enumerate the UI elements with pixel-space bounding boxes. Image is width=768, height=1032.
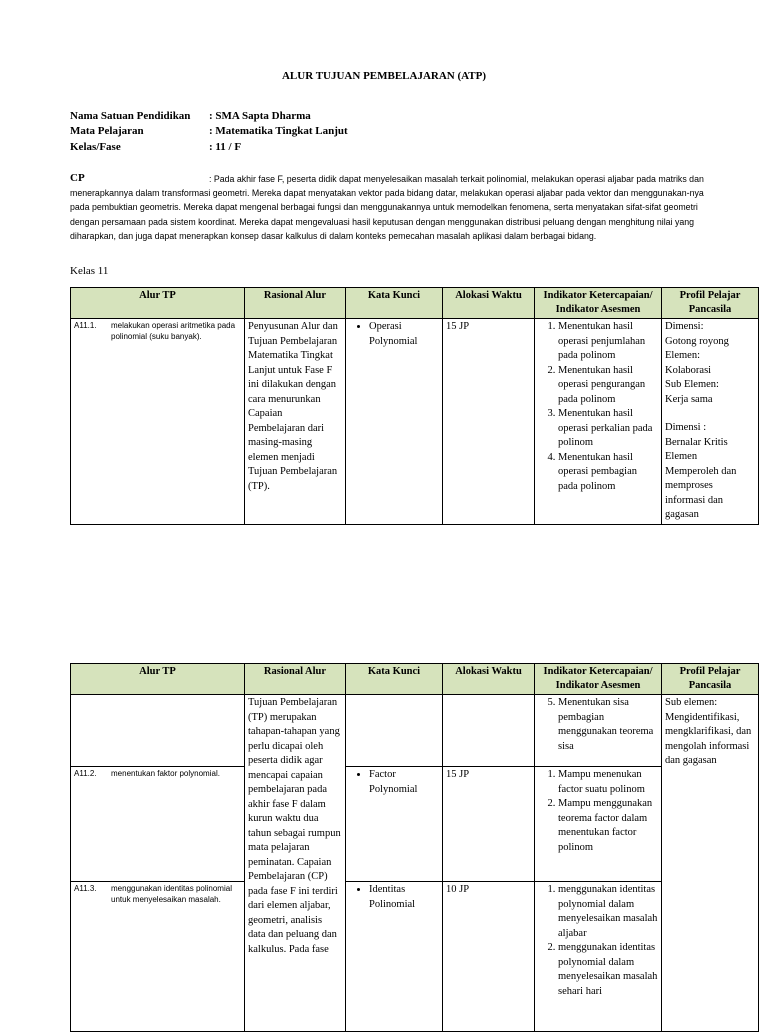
header-profil-pelajar: Profil Pelajar Pancasila [662,664,759,695]
indikator-item: 1. menggunakan identitas polynomial dalam menyelesaikan masalah aljabar [558,883,658,941]
kata-kunci-item: • Identitas Polinomial [369,883,439,912]
profil-line: Kolaborasi [665,364,712,376]
header-profil-pelajar: Profil Pelajar Pancasila [662,288,759,319]
header-row [71,288,759,319]
alokasi-cell: 10 JP [443,882,535,1032]
kata-kunci-item: • Operasi Polynomial [369,320,439,349]
kata-kunci-cell [346,767,443,882]
profil-cell [662,319,759,525]
header-alokasi-waktu: Alokasi Waktu [443,288,535,319]
profil-line: Gotong royong [665,335,729,347]
meta-label: Kelas/Fase [70,141,121,153]
header-rasional-alur: Rasional Alur [245,664,346,695]
header-alur-tp: Alur TP [71,664,245,695]
kelas-label: Kelas 11 [70,265,109,277]
meta-value: : 11 / F [209,141,242,153]
meta-value: : SMA Sapta Dharma [209,110,311,122]
atp-table-2 [70,663,759,1032]
meta-label: Mata Pelajaran [70,125,144,137]
header-kata-kunci: Kata Kunci [346,288,443,319]
alur-number: A11.3. [74,884,97,893]
indikator-item: 2. Mampu menggunakan teorema factor dalam menentukan factor polinom [558,797,658,855]
header-indikator: Indikator Ketercapaian/ Indikator Asesmen [535,664,662,695]
table-row [71,319,759,525]
profil-cell: Sub elemen: Mengidentifikasi, mengklarifikasi, dan mengolah informasi dan gagasan [662,695,759,1032]
header-alur-tp: Alur TP [71,288,245,319]
meta-label: Nama Satuan Pendidikan [70,110,191,122]
indikator-item: 2. menggunakan identitas polynomial dalam menyelesaikan masalah sehari hari [558,941,658,999]
atp-table-1 [70,287,759,525]
alur-number: A11.2. [74,769,97,778]
indikator-cell [535,319,662,525]
alur-cell [71,695,245,767]
table-row [71,767,759,882]
profil-line: Memperoleh dan memproses informasi dan gagasan [665,465,737,520]
kata-kunci-cell [346,695,443,767]
profil-line: Dimensi: [665,321,704,332]
alur-cell [71,882,245,1032]
profil-line: Elemen [665,451,698,462]
header-row [71,664,759,695]
kata-kunci-cell [346,882,443,1032]
indikator-item: 1. Menentukan hasil operasi penjumlahan pada polinom [558,320,658,364]
table-row [71,695,759,767]
alur-text: menggunakan identitas polinomial untuk menyelesaikan masalah. [111,884,232,904]
cp-text: : Pada akhir fase F, peserta didik dapat menyelesaikan masalah terkait polinomial, melakukan operasi aljabar pada matriks dan menerapkannya dalam transformasi geometri. Mereka dapat menyatakan vektor pada bidang datar, melakukan operasi aljabar pada vektor dan menggunakan-nya pada pembuktian geometris. Mereka dapat mengenal berbagai fungsi dan menggunakannya untuk memodelkan fenomena, serta menyatakan sifat-sifat geometri dengan persamaan pada sistem koordinat. Mereka dapat mengevaluasi hasil keputusan dengan menggunakan distribusi peluang dengan menghitung nilai yang diharapkan, dan juga dapat menerapkan konsep dasar kalkulus di dalam konteks pemecahan masalah aplikasi dalam berbagai bidang. [70,174,704,241]
alokasi-cell: 15 JP [443,319,535,525]
kata-kunci-item: • Factor Polynomial [369,768,439,797]
alur-text: melakukan operasi aritmetika pada polinomial (suku banyak). [111,321,236,341]
profil-line: Kerja sama [665,393,713,405]
alokasi-cell [443,695,535,767]
kata-kunci-cell [346,319,443,525]
alur-cell [71,767,245,882]
indikator-item: 4. Menentukan hasil operasi pembagian pada polinom [558,451,658,495]
profil-line: Sub Elemen: [665,379,719,390]
indikator-item: 3. Menentukan hasil operasi perkalian pada polinom [558,407,658,451]
profil-line: Elemen: [665,350,700,361]
indikator-item: 2. Menentukan hasil operasi pengurangan pada polinom [558,364,658,408]
rasional-cell: Tujuan Pembelajaran (TP) merupakan tahapan-tahapan yang perlu dicapai oleh peserta didik agar mencapai capaian pembelajaran pada akhir fase F dalam kurun waktu dua tahun sebagai rumpun mata pelajaran peminatan. Capaian Pembelajaran (CP) pada fase F ini terdiri dari elemen aljabar, geometri, analisis data dan peluang dan kalkulus. Pada fase [245,695,346,1032]
alur-number: A11.1. [74,321,97,330]
indikator-item: 1. Mampu menenukan factor suatu polinom [558,768,658,797]
meta-value: : Matematika Tingkat Lanjut [209,125,348,137]
rasional-cell: Penyusunan Alur dan Tujuan Pembelajaran Matematika Tingkat Lanjut untuk Fase F ini dilakukan dengan cara menurunkan Capaian Pembelajaran dari masing-masing elemen menjadi Tujuan Pembelajaran (TP). [245,319,346,525]
header-kata-kunci: Kata Kunci [346,664,443,695]
indikator-cell [535,767,662,882]
document-title: ALUR TUJUAN PEMBELAJARAN (ATP) [281,70,486,82]
indikator-cell [535,695,662,767]
alokasi-cell: 15 JP [443,767,535,882]
header-alokasi-waktu: Alokasi Waktu [443,664,535,695]
table-row [71,882,759,1032]
profil-line: Bernalar Kritis [665,436,728,448]
cp-label: CP [70,172,85,184]
indikator-item: 5. Menentukan sisa pembagian menggunakan teorema sisa [558,696,658,754]
header-rasional-alur: Rasional Alur [245,288,346,319]
profil-line: Dimensi : [665,422,707,433]
alur-cell [71,319,245,525]
header-indikator: Indikator Ketercapaian/ Indikator Asesmen [535,288,662,319]
indikator-cell [535,882,662,1032]
alur-text: menentukan faktor polynomial. [111,769,220,778]
